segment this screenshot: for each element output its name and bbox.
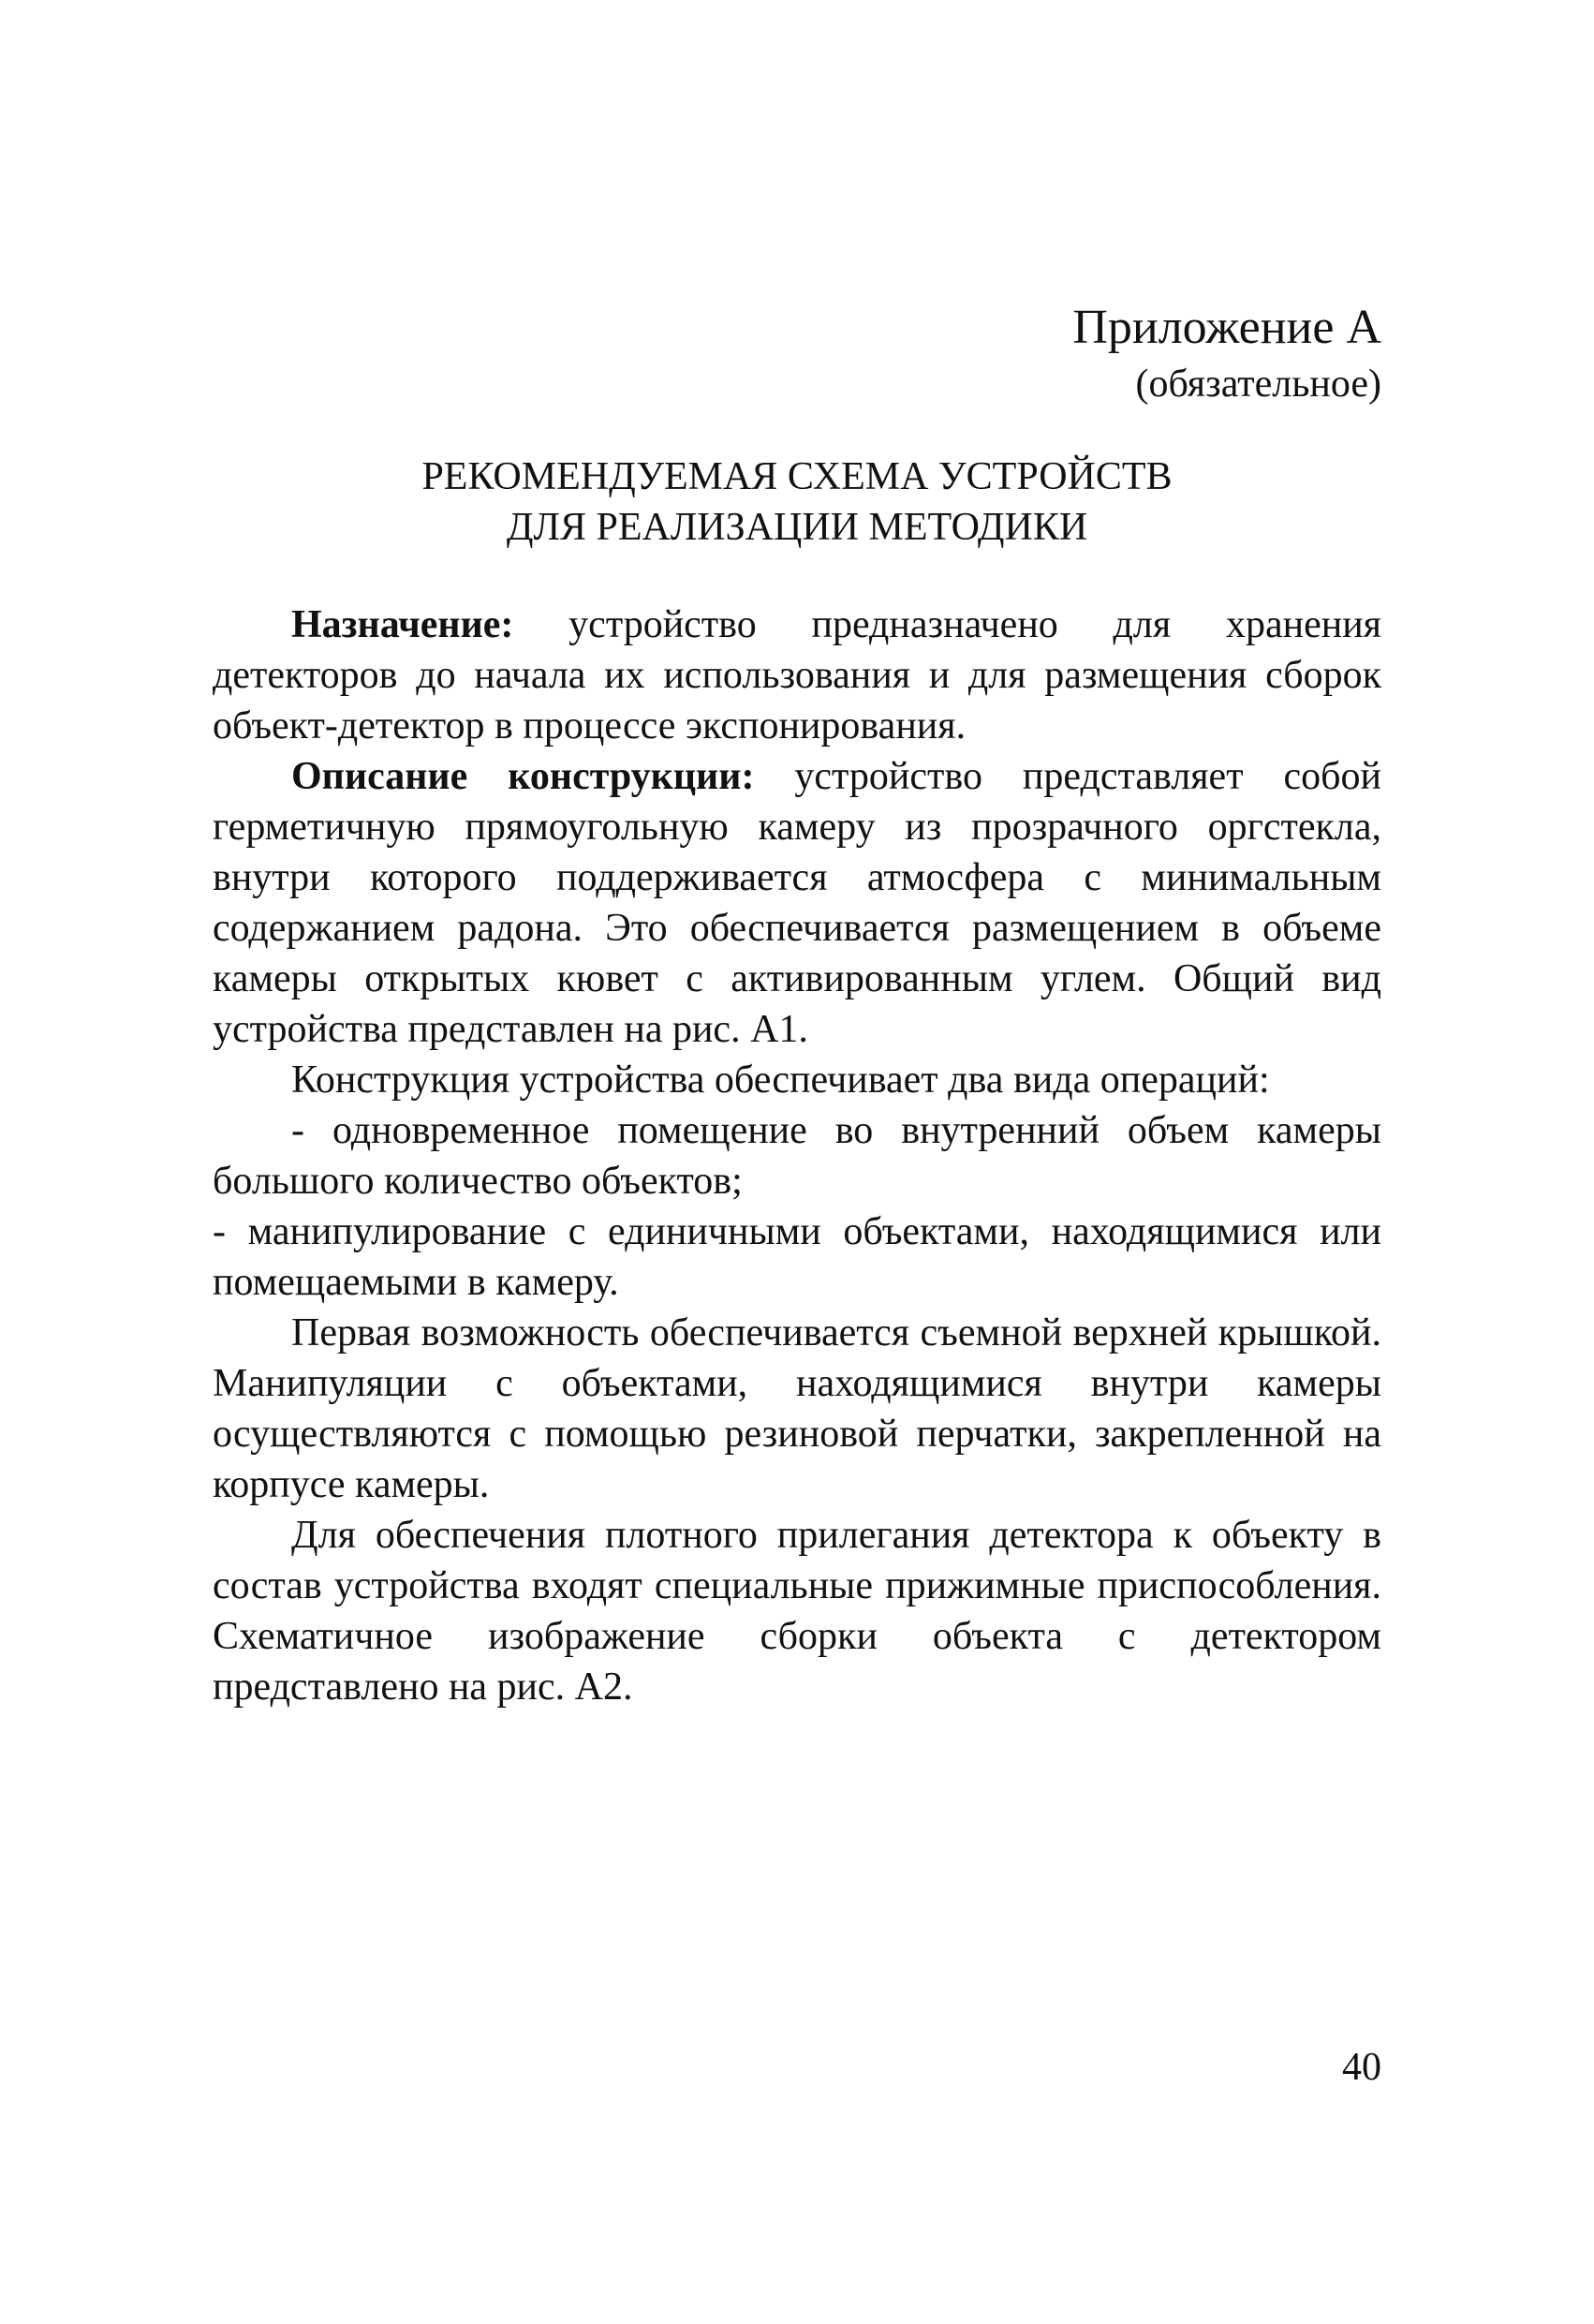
design-paragraph	[213, 751, 1381, 1055]
heading-line-1: РЕКОМЕНДУЕМАЯ СХЕМА УСТРОЙСТВ	[421, 455, 1173, 498]
operation-item-1: - одновременное помещение во внутренний объем камеры большого количество объектов;	[213, 1109, 1381, 1203]
purpose-text: устройство предназначено для хранения детекторов до начала их использования и для размещения сборок объект-детектор в процессе экспонирования.	[213, 603, 1381, 748]
appendix-note: (обязательное)	[1135, 363, 1381, 406]
design-text: устройство представляет собой герметичную прямоугольную камеру из прозрачного оргстекла, внутри которого поддерживается атмосфера с минимальным содержанием радона. Это обеспечивается размещением в объеме камеры открытых кювет с активированным углем. Общий вид устройства представлен на рис. А1.	[213, 755, 1381, 1051]
first-option-paragraph: Первая возможность обеспечивается съемной верхней крышкой. Манипуляции с объектами, находящимися внутри камеры осуществляются с помощью резиновой перчатки, закрепленной на корпусе камеры.	[213, 1311, 1381, 1506]
clamping-paragraph: Для обеспечения плотного прилегания детектора к объекту в состав устройства входят специальные прижимные приспособления. Схематичное изображение сборки объекта с детектором представлено на рис. А2.	[213, 1514, 1381, 1709]
operation-item-2: - манипулирование с единичными объектами, находящимися или помещаемыми в камеру.	[213, 1210, 1381, 1304]
design-label: Описание конструкции:	[291, 755, 755, 798]
appendix-header	[1072, 298, 1381, 410]
appendix-title: Приложение А	[1072, 301, 1381, 354]
body-text	[213, 600, 1381, 1712]
section-heading	[0, 451, 1594, 553]
operations-intro-paragraph: Конструкция устройства обеспечивает два вида операций:	[291, 1058, 1270, 1102]
heading-line-2: ДЛЯ РЕАЛИЗАЦИИ МЕТОДИКИ	[506, 506, 1088, 549]
page-number: 40	[1342, 2046, 1381, 2089]
purpose-label: Назначение:	[291, 603, 514, 646]
purpose-paragraph	[213, 600, 1381, 751]
